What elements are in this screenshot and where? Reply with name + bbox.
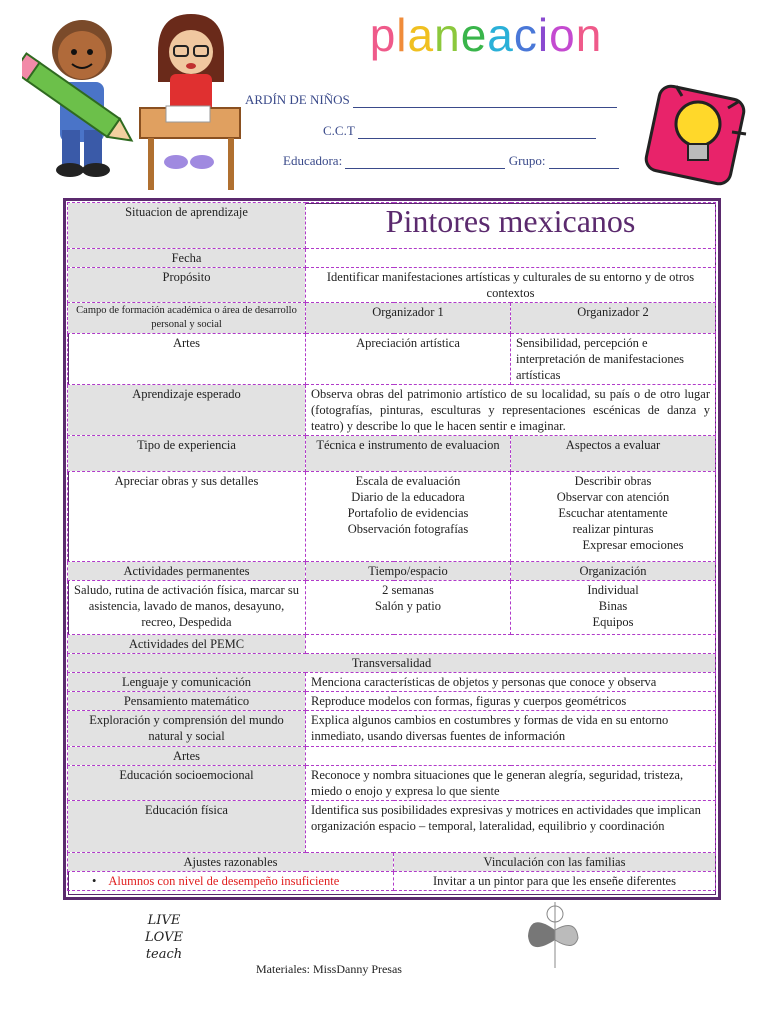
situacion-label: Situacion de aprendizaje: [68, 203, 306, 249]
list-item: Salón y patio: [375, 599, 441, 613]
logo-text: LIVE LOVE teach: [145, 913, 183, 962]
tecnica-label: Técnica e instrumento de evaluacion: [306, 436, 511, 472]
situacion-value: Pintores mexicanos: [306, 203, 716, 249]
exploracion-value: Explica algunos cambios en costumbres y formas de vida en su entorno inmediato, usando diversas fuentes de información: [306, 711, 716, 747]
list-item: Observación fotografías: [347, 522, 469, 536]
table-row: [68, 303, 716, 334]
planning-table: [67, 202, 716, 891]
list-item: 2 semanas: [382, 583, 434, 597]
list-item: Observar con atención: [556, 490, 670, 504]
transversalidad-label: Transversalidad: [68, 654, 716, 673]
table-row: [68, 635, 716, 654]
tiempo-label: Tiempo/espacio: [306, 562, 511, 581]
lenguaje-value: Menciona características de objetos y personas que conoce y observa: [306, 673, 716, 692]
title-letter: l: [396, 9, 408, 61]
jardin-blank: [353, 95, 617, 108]
educadora-field: [283, 153, 619, 169]
table-row: [68, 853, 716, 872]
list-item: Equipos: [592, 615, 634, 629]
fisica-label: Educación física: [68, 801, 306, 853]
tiempo-list: [306, 581, 511, 635]
artes-label: Artes: [68, 747, 306, 766]
exploracion-label: Exploración y comprensión del mundo natural y social: [68, 711, 306, 747]
title-letter: a: [407, 9, 435, 61]
organizacion-label: Organización: [511, 562, 716, 581]
tipo-label: Tipo de experiencia: [68, 436, 306, 472]
permanentes-label: Actividades permanentes: [68, 562, 306, 581]
list-item: Individual: [587, 583, 639, 597]
campo-label: Campo de formación académica o área de desarrollo personal y social: [68, 303, 306, 334]
table-row: [68, 673, 716, 692]
jardin-label: ARDÍN DE NIÑOS: [245, 92, 350, 107]
title-letter: n: [434, 9, 461, 61]
grupo-label: Grupo:: [508, 153, 546, 168]
table-row: [68, 747, 716, 766]
aspectos-label: Aspectos a evaluar: [511, 436, 716, 472]
materials-credit: Materiales: MissDanny Presas: [256, 962, 402, 976]
pemc-label: Actividades del PEMC: [68, 635, 306, 654]
table-row: [68, 801, 716, 853]
organizador2-value: Sensibilidad, percepción e interpretación de manifestaciones artísticas: [511, 334, 716, 385]
table-row: [68, 436, 716, 472]
title-letter: i: [537, 9, 550, 61]
list-item: Expresar emociones: [582, 538, 684, 552]
jardin-field: [245, 92, 617, 108]
pensamiento-label: Pensamiento matemático: [68, 692, 306, 711]
grupo-blank: [549, 156, 619, 169]
lenguaje-label: Lenguaje y comunicación: [68, 673, 306, 692]
title-letter: a: [487, 9, 514, 61]
table-row: [68, 654, 716, 673]
proposito-value: Identificar manifestaciones artísticas y culturales de su entorno y de otros contextos: [306, 268, 716, 303]
organizador2-label: Organizador 2: [511, 303, 716, 334]
table-row: [68, 562, 716, 581]
table-row: [68, 766, 716, 801]
fisica-value: Identifica sus posibilidades expresivas y motrices en actividades que implican organización espacio – temporal, lateralidad, equilibrio y coordinación: [306, 801, 716, 853]
tecnica-list: [306, 472, 511, 562]
list-item: Portafolio de evidencias: [347, 506, 469, 520]
bullet-icon: •: [92, 874, 97, 888]
artes-value: [306, 747, 716, 766]
table-row: [68, 334, 716, 385]
aprendizaje-label: Aprendizaje esperado: [68, 385, 306, 436]
proposito-label: Propósito: [68, 268, 306, 303]
campo-value: Artes: [68, 334, 306, 385]
title-letter: n: [575, 9, 603, 61]
educadora-blank: [345, 156, 505, 169]
table-row: [68, 472, 716, 562]
boy-with-pencil-illustration: [22, 10, 142, 185]
cct-blank: [358, 126, 596, 139]
table-row: [68, 249, 716, 268]
vinculacion-label: Vinculación con las familias: [394, 853, 716, 872]
organizador1-value: Apreciación artística: [306, 334, 511, 385]
table-row: [68, 203, 716, 249]
organizador1-label: Organizador 1: [306, 303, 511, 334]
organizacion-list: [511, 581, 716, 635]
lightbulb-icon: [638, 72, 754, 196]
table-row: [68, 581, 716, 635]
butterfly-logo: [520, 900, 590, 970]
educadora-label: Educadora:: [283, 153, 343, 168]
cct-label: C.C.T: [323, 123, 355, 138]
ajustes-value: [68, 872, 394, 891]
list-item: Escuchar atentamente: [558, 506, 668, 520]
table-row: [68, 692, 716, 711]
table-row: [68, 268, 716, 303]
aspectos-list: [511, 472, 716, 562]
list-item: Describir obras: [574, 474, 652, 488]
fecha-label: Fecha: [68, 249, 306, 268]
list-item: Diario de la educadora: [351, 490, 465, 504]
list-item: Binas: [598, 599, 628, 613]
tipo-value: Apreciar obras y sus detalles: [68, 472, 306, 562]
page-title: [230, 8, 742, 62]
socioemocional-label: Educación socioemocional: [68, 766, 306, 801]
vinculacion-value: Invitar a un pintor para que les enseñe diferentes: [394, 872, 716, 891]
ajustes-label: Ajustes razonables: [68, 853, 394, 872]
table-row: [68, 711, 716, 747]
aprendizaje-value: Observa obras del patrimonio artístico de su localidad, su país o de otro lugar (fotografías, pinturas, esculturas y representaciones escénicas de danza y teatro) y describe lo que le hacen sentir e imaginar.: [306, 385, 716, 436]
title-letter: e: [460, 9, 488, 61]
title-letter: p: [369, 9, 397, 61]
live-love-teach-logo: [128, 912, 200, 974]
pensamiento-value: Reproduce modelos con formas, figuras y cuerpos geométricos: [306, 692, 716, 711]
table-row: [68, 385, 716, 436]
list-item: realizar pinturas: [572, 522, 654, 536]
list-item: Escala de evaluación: [355, 474, 461, 488]
pemc-value: [306, 635, 716, 654]
cct-field: [323, 123, 596, 139]
table-row: [68, 872, 716, 891]
fecha-value: [306, 249, 716, 268]
ajustes-text: Alumnos con nivel de desempeño insuficiente: [108, 874, 340, 888]
title-letter: c: [513, 9, 538, 61]
socioemocional-value: Reconoce y nombra situaciones que le generan alegría, seguridad, tristeza, miedo o enojo y expresa lo que siente: [306, 766, 716, 801]
permanentes-value: Saludo, rutina de activación física, marcar su asistencia, lavado de manos, desayuno, recreo, Despedida: [68, 581, 306, 635]
title-letter: o: [549, 9, 576, 61]
